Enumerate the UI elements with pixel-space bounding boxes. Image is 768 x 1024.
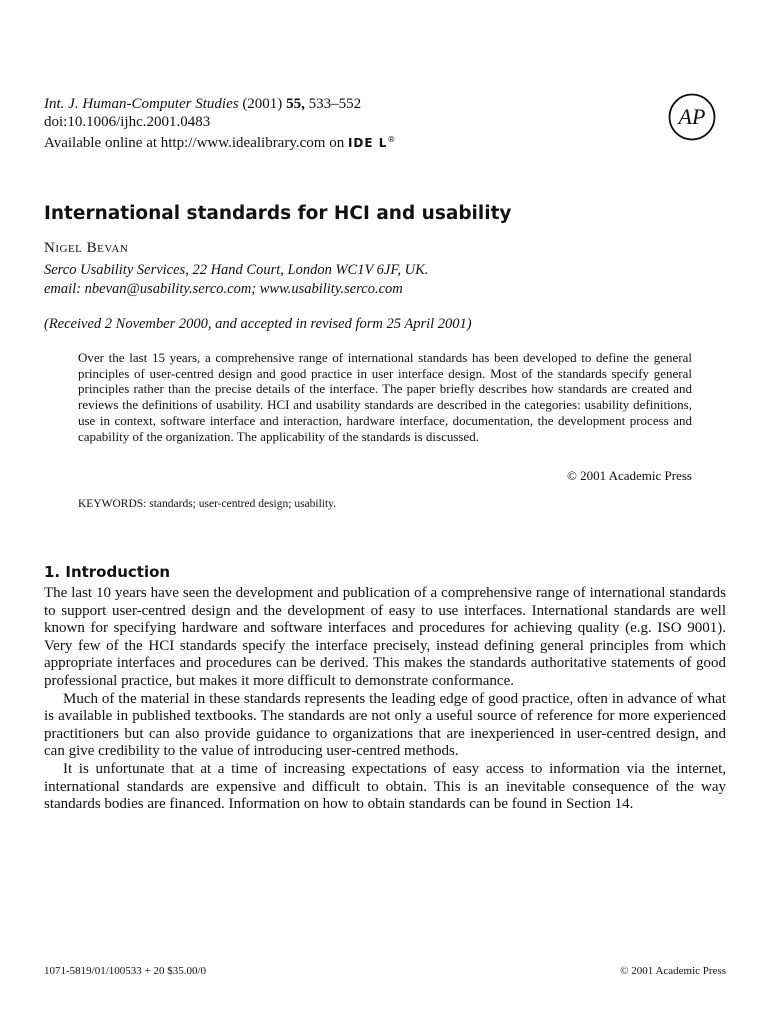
journal-name: Int. J. Human-Computer Studies: [44, 96, 239, 112]
ideal-logo: [348, 136, 396, 150]
paper-title: International standards for HCI and usability: [44, 203, 512, 224]
journal-volume: 55,: [286, 96, 305, 112]
keywords-label: KEYWORDS:: [78, 498, 147, 510]
academic-press-logo-icon: [668, 93, 716, 141]
received-dates: (Received 2 November 2000, and accepted in revised form 25 April 2001): [44, 316, 472, 332]
affiliation: Serco Usability Services, 22 Hand Court, London WC1V 6JF, UK.: [44, 262, 429, 278]
availability-line: [44, 131, 396, 152]
footer-copyright: © 2001 Academic Press: [620, 965, 726, 977]
abstract-text: Over the last 15 years, a comprehensive range of international standards has been developed to define the general principles of user-centred design and good practice in user interface design. Most of the standards specify general principles rather than the precise details of the interface. The paper briefly describes how standards are created and reviews the definitions of usability. HCI and usability standards are described in the categories: usability definitions, use in context, software interface and interaction, hardware interface, documentation, the development process and capability of the organization. The applicability of the standards is discussed.: [78, 350, 692, 444]
keywords: [78, 498, 336, 510]
ideal-logo-text: IDE L: [347, 136, 388, 150]
citation-line: [44, 95, 396, 113]
keywords-list: standards; user-centred design; usability.: [149, 498, 337, 510]
abstract-copyright: © 2001 Academic Press: [566, 468, 692, 483]
paragraph: The last 10 years have seen the development and publication of a comprehensive range of international standards to support user-centred design and the development of easy to use interfaces. International standards are well known for specifying hardware and software interfaces and procedures for achieving quality (e.g. ISO 9001). Very few of the HCI standards specify the interface precisely, instead defining general principles from which appropriate interfaces and procedures can be derived. This makes the standards authoritative statements of good professional practice, but makes it more difficult to demonstrate conformance.: [44, 585, 726, 689]
footer-issn: 1071-5819/01/100533 + 20 $35.00/0: [44, 965, 207, 977]
registered-mark: ®: [387, 135, 397, 144]
paragraph: Much of the material in these standards represents the leading edge of good practice, often in advance of what is available in published textbooks. The standards are not only a useful source of reference for more experienced practitioners but can also provide guidance to organizations that are inexperienced in user-centred design, and can give credibility to the value of introducing user-centred methods.: [44, 690, 726, 760]
email-line: email: nbevan@usability.serco.com; www.usability.serco.com: [44, 281, 403, 297]
affiliation-block: [44, 261, 428, 299]
publisher-logo-text: AP: [678, 104, 706, 129]
doi: doi:10.1006/ijhc.2001.0483: [44, 114, 211, 130]
author-name: Nigel Bevan: [44, 240, 129, 256]
journal-year: (2001): [242, 96, 283, 112]
section-body: [44, 585, 726, 814]
paragraph: It is unfortunate that at a time of increasing expectations of easy access to information via the internet, international standards are expensive and difficult to obtain. This is an inevitable consequence of the way standards bodies are financed. Information on how to obtain standards can be found in Section 14.: [44, 760, 726, 813]
section-heading: 1. Introduction: [44, 563, 171, 581]
available-online-text: Available online at http://www.idealibrary.com on: [44, 135, 345, 151]
journal-pages: 533–552: [308, 96, 362, 112]
journal-header: [44, 95, 396, 152]
